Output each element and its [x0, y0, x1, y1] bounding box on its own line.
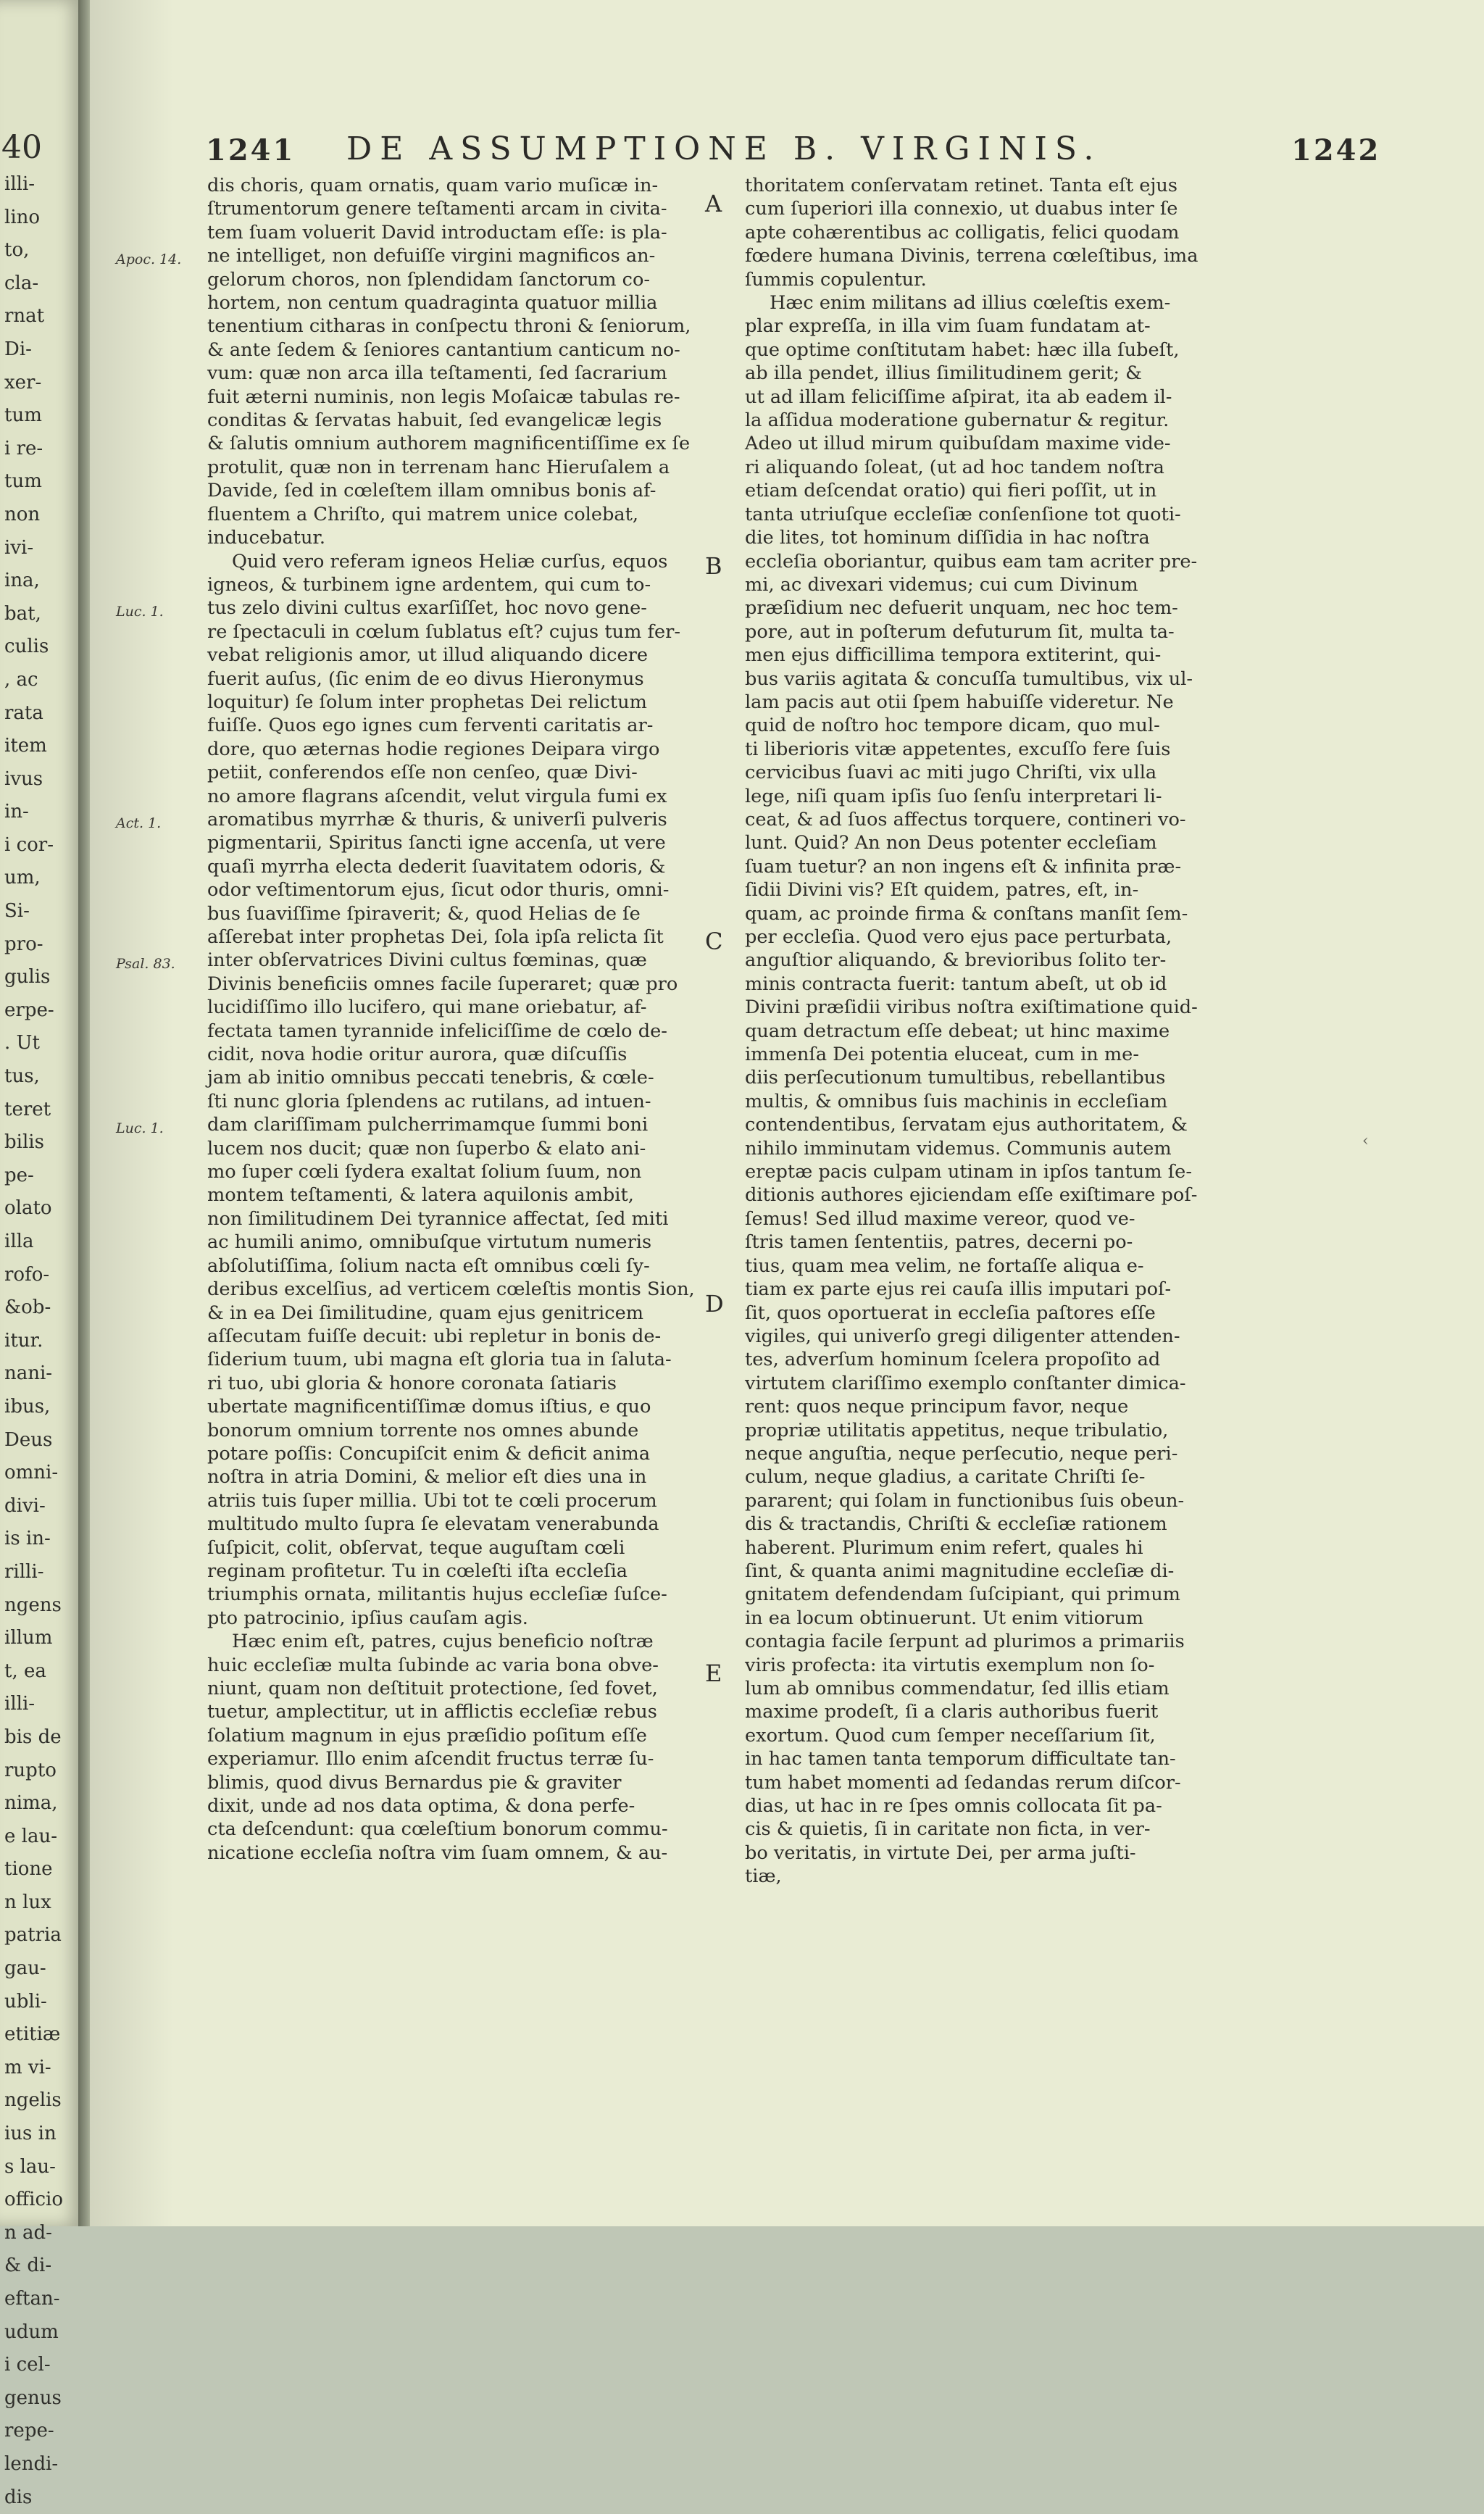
text-line: Divini præſidii viribus noſtra exiſtimatione quid- — [745, 996, 1198, 1019]
text-line: per eccleſia. Quod vero ejus pace perturbata, — [745, 926, 1172, 948]
text-line: ditionis authores ejiciendam eſſe exiſtimare poſ- — [745, 1184, 1198, 1207]
text-line: nihilo imminutam videmus. Communis autem — [745, 1137, 1172, 1160]
previous-page-line: tione — [4, 1858, 53, 1881]
previous-page-line: ivi- — [4, 536, 34, 559]
text-line: jam ab initio omnibus peccati tenebris, & cœle- — [207, 1067, 654, 1089]
previous-page-line: Si- — [4, 900, 30, 923]
text-line: lunt. Quid? An non Deus potenter eccleſiam — [745, 832, 1157, 854]
previous-page-line: illi- — [4, 173, 36, 195]
text-line: dore, quo æternas hodie regiones Deipara virgo — [207, 738, 660, 760]
previous-page-line: lino — [4, 206, 41, 228]
previous-page-line: non — [4, 503, 41, 525]
text-line: tum habet momenti ad ſedandas rerum diſcor- — [745, 1771, 1181, 1794]
text-line: apte cohærentibus ac colligatis, felici quodam — [745, 221, 1180, 244]
text-line: ſint, & quanta animi magnitudine eccleſiæ di- — [745, 1560, 1175, 1582]
text-line: men ejus difficillima tempora extiterint, qui- — [745, 644, 1162, 667]
text-line: cum ſuperiori illa connexio, ut duabus inter ſe — [745, 198, 1178, 220]
text-line: nicatione eccleſia noſtra vim ſuam omnem, & au- — [207, 1841, 668, 1864]
ink-mark-icon: ‹ — [1362, 1132, 1369, 1150]
previous-page-line: e lau- — [4, 1825, 57, 1847]
previous-page-line: to, — [4, 239, 30, 262]
text-line: inducebatur. — [207, 527, 325, 549]
text-line: quam detractum eſſe debeat; ut hinc maxime — [745, 1020, 1170, 1042]
previous-page-number: 40 — [1, 129, 42, 166]
text-line: lucidiſſimo illo lucifero, qui mane oriebatur, af- — [207, 996, 647, 1019]
section-letter: E — [705, 1660, 722, 1687]
text-line: petiit, conferendos eſſe non cenſeo, quæ Divi- — [207, 762, 638, 784]
previous-page-line: divi- — [4, 1494, 46, 1517]
text-line: ri aliquando ſoleat, (ut ad hoc tandem noſtra — [745, 456, 1164, 478]
text-line: cta deſcendunt: qua cœleſtium bonorum commu- — [207, 1818, 668, 1841]
text-line: vum: quæ non arca illa teſtamenti, ſed ſacrarium — [207, 362, 667, 385]
text-line: Adeo ut illud mirum quibuſdam maxime vide- — [745, 433, 1171, 455]
previous-page-line: etitiæ — [4, 2023, 61, 2046]
text-line: rent: quos neque principum favor, neque — [745, 1396, 1129, 1418]
text-line: pararent; qui ſolam in functionibus ſuis obeun- — [745, 1489, 1185, 1512]
right-page-number: 1242 — [1291, 133, 1381, 167]
text-line: ſuſpicit, colit, obſervat, teque auguſtam cœli — [207, 1536, 625, 1559]
text-line: aſſerebat inter prophetas Dei, ſola ipſa relicta ſit — [207, 926, 664, 948]
text-line: ſtris tamen ſententiis, patres, decerni po- — [745, 1231, 1133, 1254]
text-line: in hac tamen tanta temporum difficultate tan- — [745, 1748, 1176, 1770]
text-line: loquitur) ſe ſolum inter prophetas Dei relictum — [207, 691, 647, 713]
text-line: noſtra in atria Domini, & melior eſt dies una in — [207, 1466, 647, 1489]
left-page-number: 1241 — [206, 133, 296, 167]
section-letter: C — [705, 928, 723, 955]
previous-page-line: pe- — [4, 1164, 34, 1186]
previous-page-line: bis de — [4, 1726, 62, 1748]
text-line: aſſecutam fuiſſe decuit: ubi repletur in bonis de- — [207, 1325, 662, 1347]
previous-page-line: s lau- — [4, 2155, 56, 2178]
text-line: ab illa pendet, illius ſimilitudinem gerit; & — [745, 362, 1142, 385]
margin-note: Luc. 1. — [116, 604, 164, 620]
text-line: thoritatem conſervatam retinet. Tanta eſt ejus — [745, 175, 1178, 196]
previous-page-line: &ob- — [4, 1296, 51, 1319]
text-line: multis, & omnibus ſuis machinis in eccleſiam — [745, 1090, 1168, 1112]
text-line: ceat, & ad ſuos affectus torquere, contineri vo- — [745, 808, 1186, 831]
text-line: montem teſtamenti, & latera aquilonis ambit, — [207, 1184, 634, 1207]
text-line: niunt, quam non deſtituit protectione, ſed fovet, — [207, 1678, 658, 1699]
text-line: in ea locum obtinuerunt. Ut enim vitiorum — [745, 1607, 1144, 1629]
text-line: conditas & ſervatas habuit, ſed evangelicæ legis — [207, 409, 662, 432]
previous-page-line: dis — [4, 2486, 33, 2508]
text-line: etiam deſcendat oratio) qui fieri poſſit, ut in — [745, 480, 1157, 502]
text-line: ſiderium tuum, ubi magna eſt gloria tua in ſaluta- — [207, 1349, 672, 1371]
text-line: mo ſuper cœli ſydera exaltat ſolium ſuum, non — [207, 1161, 642, 1183]
previous-page-line: gulis — [4, 966, 51, 988]
text-line: cervicibus ſuavi ac miti jugo Chriſti, vix ulla — [745, 762, 1157, 784]
text-line: ſolatium magnum in ejus præſidio poſitum eſſe — [207, 1724, 647, 1747]
text-line: die lites, tot hominum diſſidia in hac noſtra — [745, 527, 1150, 549]
previous-page-line: gau- — [4, 1957, 46, 1980]
text-line: dixit, unde ad nos data optima, & dona perfe- — [207, 1795, 635, 1818]
text-line: & ante ſedem & ſeniores cantantium canticum no- — [207, 338, 680, 361]
text-line: tanta utriuſque eccleſiæ conſenſione tot quoti- — [745, 503, 1181, 525]
previous-page-line: i cor- — [4, 833, 54, 856]
text-line: maxime prodeſt, ſi a claris authoribus fuerit — [745, 1701, 1159, 1723]
text-line: multitudo multo ſupra ſe elevatam venerabunda — [207, 1513, 659, 1536]
section-letter: D — [705, 1290, 724, 1318]
text-line: immenſa Dei potentia eluceat, cum in me- — [745, 1044, 1139, 1066]
text-line: no amore flagrans aſcendit, velut virgula fumi ex — [207, 785, 667, 807]
text-line: aromatibus myrrhæ & thuris, & univerſi pulveris — [207, 808, 667, 831]
previous-page-line: ubli- — [4, 1990, 47, 2013]
text-line: haberent. Plurimum enim refert, quales hi — [745, 1536, 1143, 1559]
text-line: quam, ac proinde firma & conſtans manſit ſem- — [745, 902, 1188, 925]
previous-page-line: patria — [4, 1924, 62, 1947]
text-line: tiæ, — [745, 1865, 782, 1888]
text-line: Divinis beneficiis omnes facile ſuperaret; quæ pro — [207, 973, 678, 995]
text-line: pigmentarii, Spiritus ſancti igne accenſa, ut vere — [207, 832, 666, 854]
text-line: fuiſſe. Quos ego ignes cum ferventi caritatis ar- — [207, 715, 654, 737]
text-line: tus zelo divini cultus exarſiſſet, hoc novo gene- — [207, 597, 647, 620]
text-line: lucem nos ducit; quæ non ſuperbo & elato ani- — [207, 1137, 646, 1160]
text-line: dis & tractandis, Chriſti & eccleſiæ rationem — [745, 1513, 1167, 1536]
text-line: eccleſia oboriantur, quibus eam tam acriter pre- — [745, 550, 1198, 573]
previous-page-line: ius in — [4, 2123, 57, 2145]
text-line: Davide, ſed in cœleſtem illam omnibus bonis af- — [207, 480, 656, 502]
previous-page-line: i cel- — [4, 2354, 51, 2376]
previous-page-line: xer- — [4, 371, 42, 394]
text-line: la aſſidua moderatione gubernatur & regitur. — [745, 409, 1170, 432]
previous-page-line: ibus, — [4, 1395, 51, 1418]
previous-page-line: Di- — [4, 338, 32, 360]
text-line: ac humili animo, omnibuſque virtutum numeris — [207, 1231, 652, 1254]
text-line: diis perſecutionum tumultibus, rebellantibus — [745, 1067, 1166, 1089]
text-line: ſummis copulentur. — [745, 268, 927, 291]
previous-page-line: itur. — [4, 1329, 43, 1352]
margin-note: Apoc. 14. — [116, 251, 182, 268]
text-line: quid de noſtro hoc tempore dicam, quo mul- — [745, 715, 1160, 737]
text-line: virtutem clariſſimo exemplo conſtanter dimica- — [745, 1372, 1186, 1394]
text-line: pore, aut in poſterum defuturum ſit, multa ta- — [745, 620, 1175, 643]
text-line: contagia facile ſerpunt ad plurimos a primariis — [745, 1631, 1185, 1653]
text-line: odor veſtimentorum ejus, ſicut odor thuris, omni- — [207, 879, 670, 902]
text-line: ut ad illam feliciſſime aſpirat, ita ab eadem il- — [745, 386, 1172, 408]
previous-page-line: . Ut — [4, 1032, 40, 1054]
text-line: inter obſervatrices Divini cultus fœminas, quæ — [207, 949, 647, 972]
text-line: minis contracta fuerit: tantum abeſt, ut ob id — [745, 973, 1167, 995]
text-line: ſuam tuetur? an non ingens eſt & infinita præ- — [745, 855, 1182, 878]
text-line: reginam profitetur. Tu in cœleſti iſta eccleſia — [207, 1560, 628, 1582]
text-line: triumphis ornata, militantis hujus eccleſiæ ſuſce- — [207, 1583, 667, 1606]
text-line: ne intelliget, non defuiſſe virgini magnificos an- — [207, 245, 656, 267]
text-line: propriæ utilitatis appetitus, neque tribulatio, — [745, 1419, 1169, 1441]
text-line: Hæc enim militans ad illius cœleſtis exem- — [770, 292, 1171, 315]
text-line: tius, quam mea velim, ne fortaſſe aliqua e- — [745, 1254, 1144, 1277]
text-line: contendentibus, ſervatam ejus authoritatem, & — [745, 1114, 1188, 1136]
text-line: ſemus! Sed illud maxime vereor, quod ve- — [745, 1207, 1135, 1230]
previous-page-line: omni- — [4, 1462, 59, 1484]
text-line: potare poſſis: Concupiſcit enim & deficit anima — [207, 1442, 651, 1465]
previous-page-line: lendi- — [4, 2452, 59, 2475]
previous-page-line: rilli- — [4, 1560, 44, 1583]
text-line: fectata tamen tyrannide infeliciſſime de cœlo de- — [207, 1020, 667, 1042]
text-line: Quid vero referam igneos Heliæ curſus, equos — [232, 550, 668, 573]
text-line: neque anguſtia, neque perſecutio, neque peri- — [745, 1442, 1178, 1465]
text-line: bus ſuaviſſime ſpiraverit; &, quod Helias de ſe — [207, 902, 641, 925]
text-line: lam pacis aut otii ſpem habuiſſe videretur. Ne — [745, 691, 1174, 713]
text-line: experiamur. Illo enim aſcendit fructus terræ ſu- — [207, 1748, 654, 1770]
previous-page-line: rnat — [4, 305, 45, 328]
previous-page-line: t, ea — [4, 1660, 46, 1682]
text-line: non ſimilitudinem Dei tyrannice affectat, ſed miti — [207, 1207, 669, 1230]
previous-page-edge — [0, 0, 86, 2508]
margin-note: Psal. 83. — [116, 956, 175, 973]
previous-page-line: officio — [4, 2189, 63, 2211]
previous-page-line: item — [4, 735, 47, 757]
text-line: cidit, nova hodie oritur aurora, quæ diſcuſſis — [207, 1044, 628, 1066]
previous-page-line: teret — [4, 1098, 51, 1120]
text-line: vigiles, qui univerſo gregi diligenter attenden- — [745, 1325, 1180, 1347]
text-line: deribus excelſius, ad verticem cœleſtis montis Sion, — [207, 1278, 695, 1301]
previous-page-line: pro- — [4, 933, 43, 955]
previous-page-line: n ad- — [4, 2221, 52, 2244]
margin-note: Luc. 1. — [116, 1120, 164, 1136]
previous-page-line: illa — [4, 1231, 34, 1252]
text-line: re ſpectaculi in cœlum ſublatus eſt? cujus tum fer- — [207, 620, 681, 643]
previous-page-line: nima, — [4, 1792, 58, 1815]
text-line: ti liberioris vitæ appetentes, excuſſo fere ſuis — [745, 738, 1171, 760]
text-line: lege, niſi quam ipſis ſuo ſenſu interpretari li- — [745, 785, 1162, 807]
previous-page-line: rupto — [4, 1759, 57, 1781]
previous-page-line: n lux — [4, 1891, 51, 1913]
text-line: & ſalutis omnium authorem magnificentiſſime ex ſe — [207, 433, 691, 455]
text-line: tiam ex parte ejus rei cauſa illis imputari poſ- — [745, 1278, 1172, 1301]
previous-page-line: ina, — [4, 570, 40, 592]
text-line: fluentem a Chriſto, qui matrem unice colebat, — [207, 503, 639, 525]
text-line: ereptæ pacis culpam utinam in ipſos tantum ſe- — [745, 1161, 1192, 1183]
text-line: fuerit auſus, (ſic enim de eo divus Hieronymus — [207, 667, 644, 690]
text-line: huic eccleſiæ multa ſubinde ac varia bona obve- — [207, 1654, 659, 1676]
previous-page-line: is in- — [4, 1528, 51, 1550]
text-line: abſolutiſſima, ſolium nacta eſt omnibus cœli ſy- — [207, 1254, 650, 1277]
text-line: dis choris, quam ornatis, quam vario muſicæ in- — [207, 175, 659, 196]
section-letter: B — [705, 552, 722, 580]
text-line: tuetur, amplectitur, ut in afflictis eccleſiæ rebus — [207, 1701, 657, 1723]
previous-page-line: Deus — [4, 1428, 53, 1451]
previous-page-line: tus, — [4, 1065, 40, 1088]
previous-page-line: illum — [4, 1627, 53, 1649]
text-line: tem ſuam voluerit David introductam eſſe: is pla- — [207, 221, 667, 244]
text-line: ri tuo, ubi gloria & honore coronata ſatiaris — [207, 1372, 617, 1394]
previous-page-line: cla- — [4, 272, 39, 294]
left-text-column — [207, 174, 707, 1865]
previous-page-line: ngens — [4, 1594, 62, 1616]
previous-page-line: , ac — [4, 668, 38, 691]
previous-page-line: um, — [4, 867, 41, 889]
previous-page-line: genus — [4, 2386, 62, 2409]
previous-page-line: tum — [4, 404, 42, 427]
previous-page-line: tum — [4, 470, 42, 493]
text-line: exortum. Quod cum ſemper neceſſarium ſit, — [745, 1724, 1156, 1747]
text-line: blimis, quod divus Bernardus pie & graviter — [207, 1771, 622, 1794]
text-line: bus variis agitata & concuſſa tumultibus, vix ul- — [745, 667, 1193, 690]
text-line: quaſi myrrha electa dederit ſuavitatem odoris, & — [207, 855, 666, 878]
text-line: Hæc enim eſt, patres, cujus beneficio noſtræ — [232, 1631, 654, 1653]
text-line: viris profecta: ita virtutis exemplum non ſo- — [745, 1654, 1155, 1676]
text-line: bo veritatis, in virtute Dei, per arma juſti- — [745, 1841, 1136, 1864]
previous-page-line: & di- — [4, 2255, 52, 2277]
text-line: mi, ac divexari videmus; cui cum Divinum — [745, 573, 1138, 596]
text-line: dias, ut hac in re ſpes omnis collocata ſit pa- — [745, 1795, 1162, 1818]
text-line: ſidii Divini vis? Eſt quidem, patres, eſt, in- — [745, 879, 1139, 902]
text-line: dam clariſſimam pulcherrimamque ſummi boni — [207, 1114, 649, 1136]
text-line: ſti nunc gloria ſplendens ac rutilans, ad intuen- — [207, 1090, 651, 1112]
previous-page-line: ivus — [4, 767, 43, 790]
text-line: gnitatem defendendam ſuſcipiant, qui primum — [745, 1583, 1180, 1606]
previous-page-line: rofo- — [4, 1263, 50, 1286]
text-line: igneos, & turbinem igne ardentem, qui cum to- — [207, 573, 651, 596]
text-line: pto patrocinio, ipſius cauſam agis. — [207, 1607, 528, 1629]
previous-page-line: culis — [4, 636, 49, 658]
section-letter: A — [705, 190, 722, 217]
text-line: tenentium citharas in conſpectu throni & ſeniorum, — [207, 315, 691, 338]
previous-page-line: nani- — [4, 1362, 53, 1385]
previous-page-line: illi- — [4, 1693, 36, 1715]
text-line: que optime conſtitutam habet: hæc illa ſubeſt, — [745, 338, 1180, 361]
text-line: ſit, quos oportuerat in eccleſia paſtores eſſe — [745, 1302, 1156, 1324]
text-line: & in ea Dei ſimilitudine, quam ejus genitricem — [207, 1302, 643, 1324]
text-line: anguſtior aliquando, & brevioribus ſolito ter- — [745, 949, 1167, 972]
previous-page-line: udum — [4, 2321, 59, 2343]
previous-page-line: rata — [4, 702, 43, 724]
previous-page-line: m vi- — [4, 2056, 51, 2078]
text-line: lum ab omnibus commendatur, ſed illis etiam — [745, 1678, 1170, 1699]
text-line: ſtrumentorum genere teſtamenti arcam in civita- — [207, 198, 667, 220]
previous-page-line: repe- — [4, 2420, 54, 2442]
text-line: fœdere humana Divinis, terrena cœleſtibus, ima — [745, 245, 1199, 267]
previous-page-line: bilis — [4, 1131, 44, 1154]
text-line: atriis tuis ſuper millia. Ubi tot te cœli procerum — [207, 1489, 657, 1512]
previous-page-line: bat, — [4, 602, 41, 625]
previous-page-line: eftan- — [4, 2288, 60, 2310]
text-line: præſidium nec defuerit unquam, nec hoc tem- — [745, 597, 1178, 620]
right-text-column — [745, 174, 1255, 1889]
text-line: gelorum choros, non ſplendidam ſanctorum co- — [207, 268, 651, 291]
margin-note: Act. 1. — [116, 815, 162, 831]
text-line: cis & quietis, ſi in caritate non ficta, in ver- — [745, 1818, 1151, 1841]
running-title: DE ASSUMPTIONE B. VIRGINIS. — [346, 130, 1102, 167]
text-line: tes, adverſum hominum ſcelera propoſito ad — [745, 1349, 1161, 1371]
text-line: bonorum omnium torrente nos omnes abunde — [207, 1419, 639, 1441]
previous-page-line: olato — [4, 1197, 52, 1220]
text-line: fuit æterni numinis, non legis Moſaicæ tabulas re- — [207, 386, 680, 408]
previous-page-line: in- — [4, 801, 29, 823]
text-line: culum, neque gladius, a caritate Chriſti ſe- — [745, 1466, 1146, 1489]
previous-page-text — [4, 168, 63, 2514]
text-line: protulit, quæ non in terrenam hanc Hieruſalem a — [207, 456, 670, 478]
text-line: ubertate magnificentiſſimæ domus iſtius, e quo — [207, 1396, 651, 1418]
text-line: vebat religionis amor, ut illud aliquando dicere — [207, 644, 649, 667]
previous-page-line: i re- — [4, 437, 43, 459]
text-line: hortem, non centum quadraginta quatuor millia — [207, 292, 658, 315]
previous-page-line: ngelis — [4, 2089, 62, 2112]
previous-page-line: erpe- — [4, 999, 54, 1021]
text-line: plar expreſſa, in illa vim ſuam fundatam at- — [745, 315, 1151, 338]
